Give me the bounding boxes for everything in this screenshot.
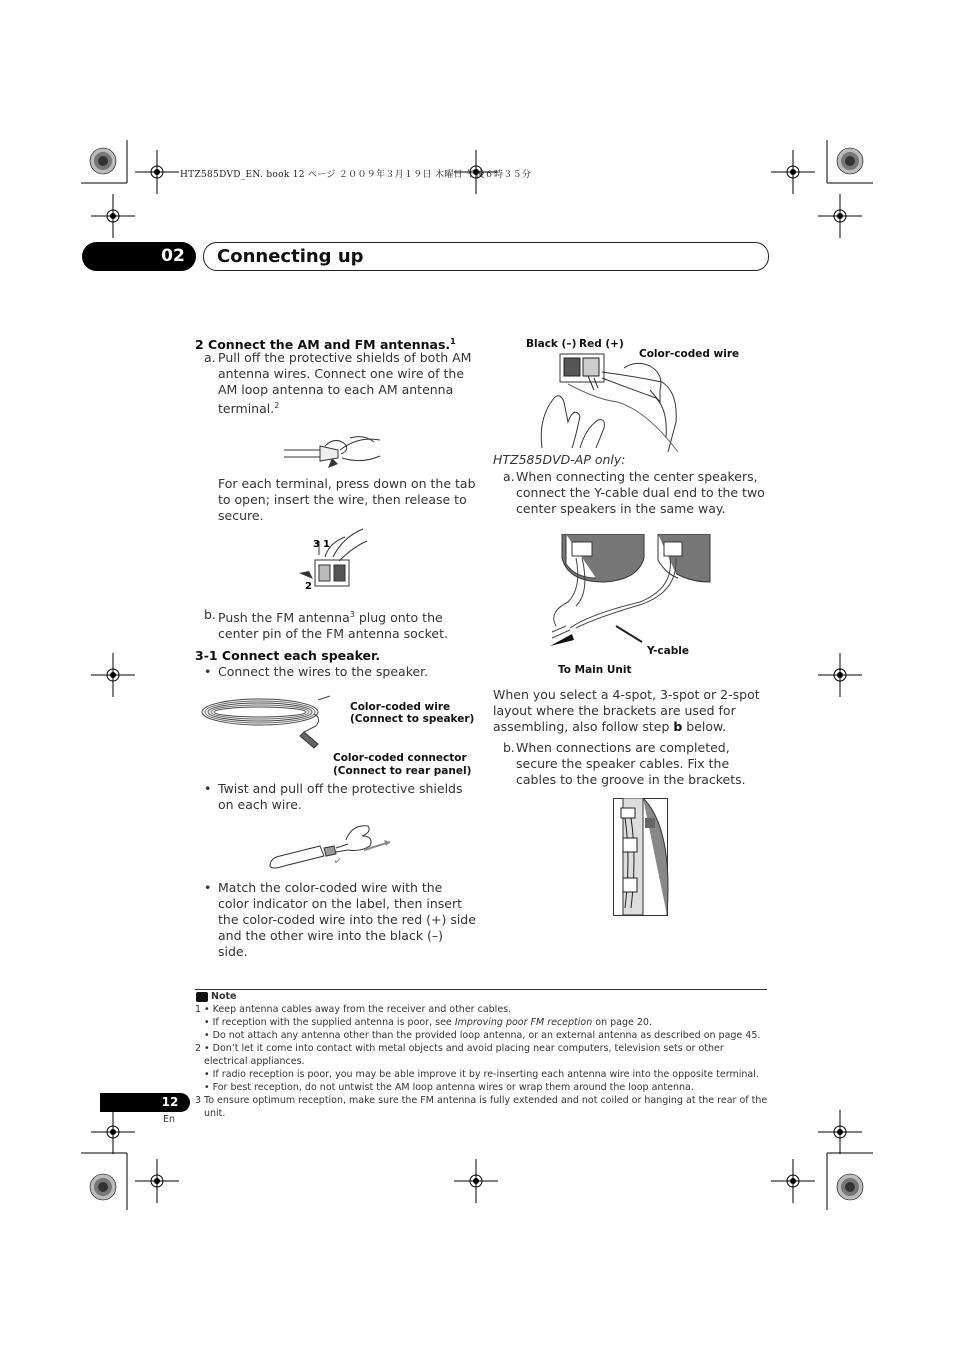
note-item-6: • For best reception, do not untwist the AM loop antenna wires or wrap them around the loop antenna.: [204, 1082, 694, 1093]
step31-title: 3-1 Connect each speaker.: [195, 648, 381, 663]
cable-label-wire: Color-coded wire: [350, 701, 451, 713]
step-a-text: When connecting the center speakers, connect the Y-cable dual end to the two center speakers in the same way.: [516, 469, 765, 516]
label-red: Red (+): [579, 338, 624, 350]
bullet-dot-3: •: [204, 880, 212, 895]
to-main-unit-label: To Main Unit: [558, 664, 632, 676]
bullet-1-text: Connect the wires to the speaker.: [218, 664, 429, 679]
bullet-3-text: Match the color-coded wire with the color indicator on the label, then insert the color-coded wire into the red (+) side and the other wire into the black (–) side.: [218, 880, 476, 959]
step-b-marker: b.: [503, 740, 515, 755]
step-a-marker: a.: [503, 469, 515, 484]
step2a-marker: a.: [204, 350, 216, 365]
layout-text: When you select a 4-spot, 3-spot or 2-spot layout where the brackets are used for assembling, also follow step b below.: [493, 687, 760, 734]
note-heading: Note: [211, 991, 237, 1002]
terminal-text: For each terminal, press down on the tab to open; insert the wire, then release to secure.: [218, 476, 476, 523]
note-item-2: • If reception with the supplied antenna is poor, see Improving poor FM reception on page 20.: [204, 1017, 652, 1028]
note-num-3: 3: [195, 1095, 202, 1106]
model-only-note: HTZ585DVD-AP only:: [493, 452, 626, 467]
note-item-4: • Don’t let it come into contact with metal objects and avoid placing near computers, television sets or other electrical appliances.: [204, 1043, 724, 1067]
cable-label-connector-sub: (Connect to rear panel): [333, 765, 472, 777]
step2b-text: Push the FM antenna$^3$ plug onto the center pin of the FM antenna socket.: [218, 610, 448, 642]
note-item-5: • If radio reception is poor, you may be able improve it by re-inserting each antenna wire into the opposite terminal.: [204, 1069, 759, 1080]
note-item-3: • Do not attach any antenna other than the provided loop antenna, or an external antenna as described on page 45.: [204, 1030, 761, 1041]
bullet-dot-1: •: [204, 664, 212, 679]
y-cable-label: Y-cable: [647, 645, 689, 657]
note-pencil-icon: [196, 992, 208, 1002]
speaker-cable-illustration: [198, 690, 333, 760]
speaker-terminal-illustration: [528, 348, 688, 453]
bullet-dot-2: •: [204, 781, 212, 796]
terminal-illustration: [295, 515, 375, 595]
note-num-1: 1: [195, 1004, 202, 1015]
label-color-coded-wire: Color-coded wire: [639, 348, 740, 360]
section-number: 02: [161, 246, 185, 266]
terminal-label-3: 3: [313, 539, 320, 550]
y-cable-illustration: [546, 534, 712, 656]
cable-label-wire-sub: (Connect to speaker): [350, 713, 475, 725]
label-black: Black (–): [526, 338, 577, 350]
terminal-label-1: 1: [323, 539, 330, 550]
language-label: En: [163, 1114, 176, 1125]
bracket-cable-illustration: [613, 798, 669, 918]
note-divider: [195, 989, 767, 990]
note-item-7: To ensure optimum reception, make sure the FM antenna is fully extended and not coiled or hanging at the rear of the unit.: [204, 1095, 768, 1119]
twist-wire-illustration: [266, 822, 396, 878]
antenna-wire-illustration: [280, 428, 390, 478]
step2b-marker: b.: [204, 607, 216, 622]
note-item-1: • Keep antenna cables away from the receiver and other cables.: [204, 1004, 512, 1015]
bullet-2-text: Twist and pull off the protective shields on each wire.: [218, 781, 463, 812]
note-num-2: 2: [195, 1043, 202, 1054]
print-header: HTZ585DVD_EN. book 12 ページ ２００９年３月１９日 木曜日 午後６時３５分: [180, 170, 532, 180]
step2a-text: Pull off the protective shields of both AM antenna wires. Connect one wire of the AM loop antenna to each AM antenna terminal.$^2$: [218, 350, 472, 417]
step-b-text: When connections are completed, secure the speaker cables. Fix the cables to the groove in the brackets.: [516, 740, 746, 787]
cable-label-connector: Color-coded connector: [333, 752, 467, 764]
terminal-label-2: 2: [305, 581, 312, 592]
page-number: 12: [161, 1095, 179, 1109]
section-title: Connecting up: [217, 246, 364, 267]
step2-title: 2 Connect the AM and FM antennas.$^1$: [195, 337, 456, 353]
